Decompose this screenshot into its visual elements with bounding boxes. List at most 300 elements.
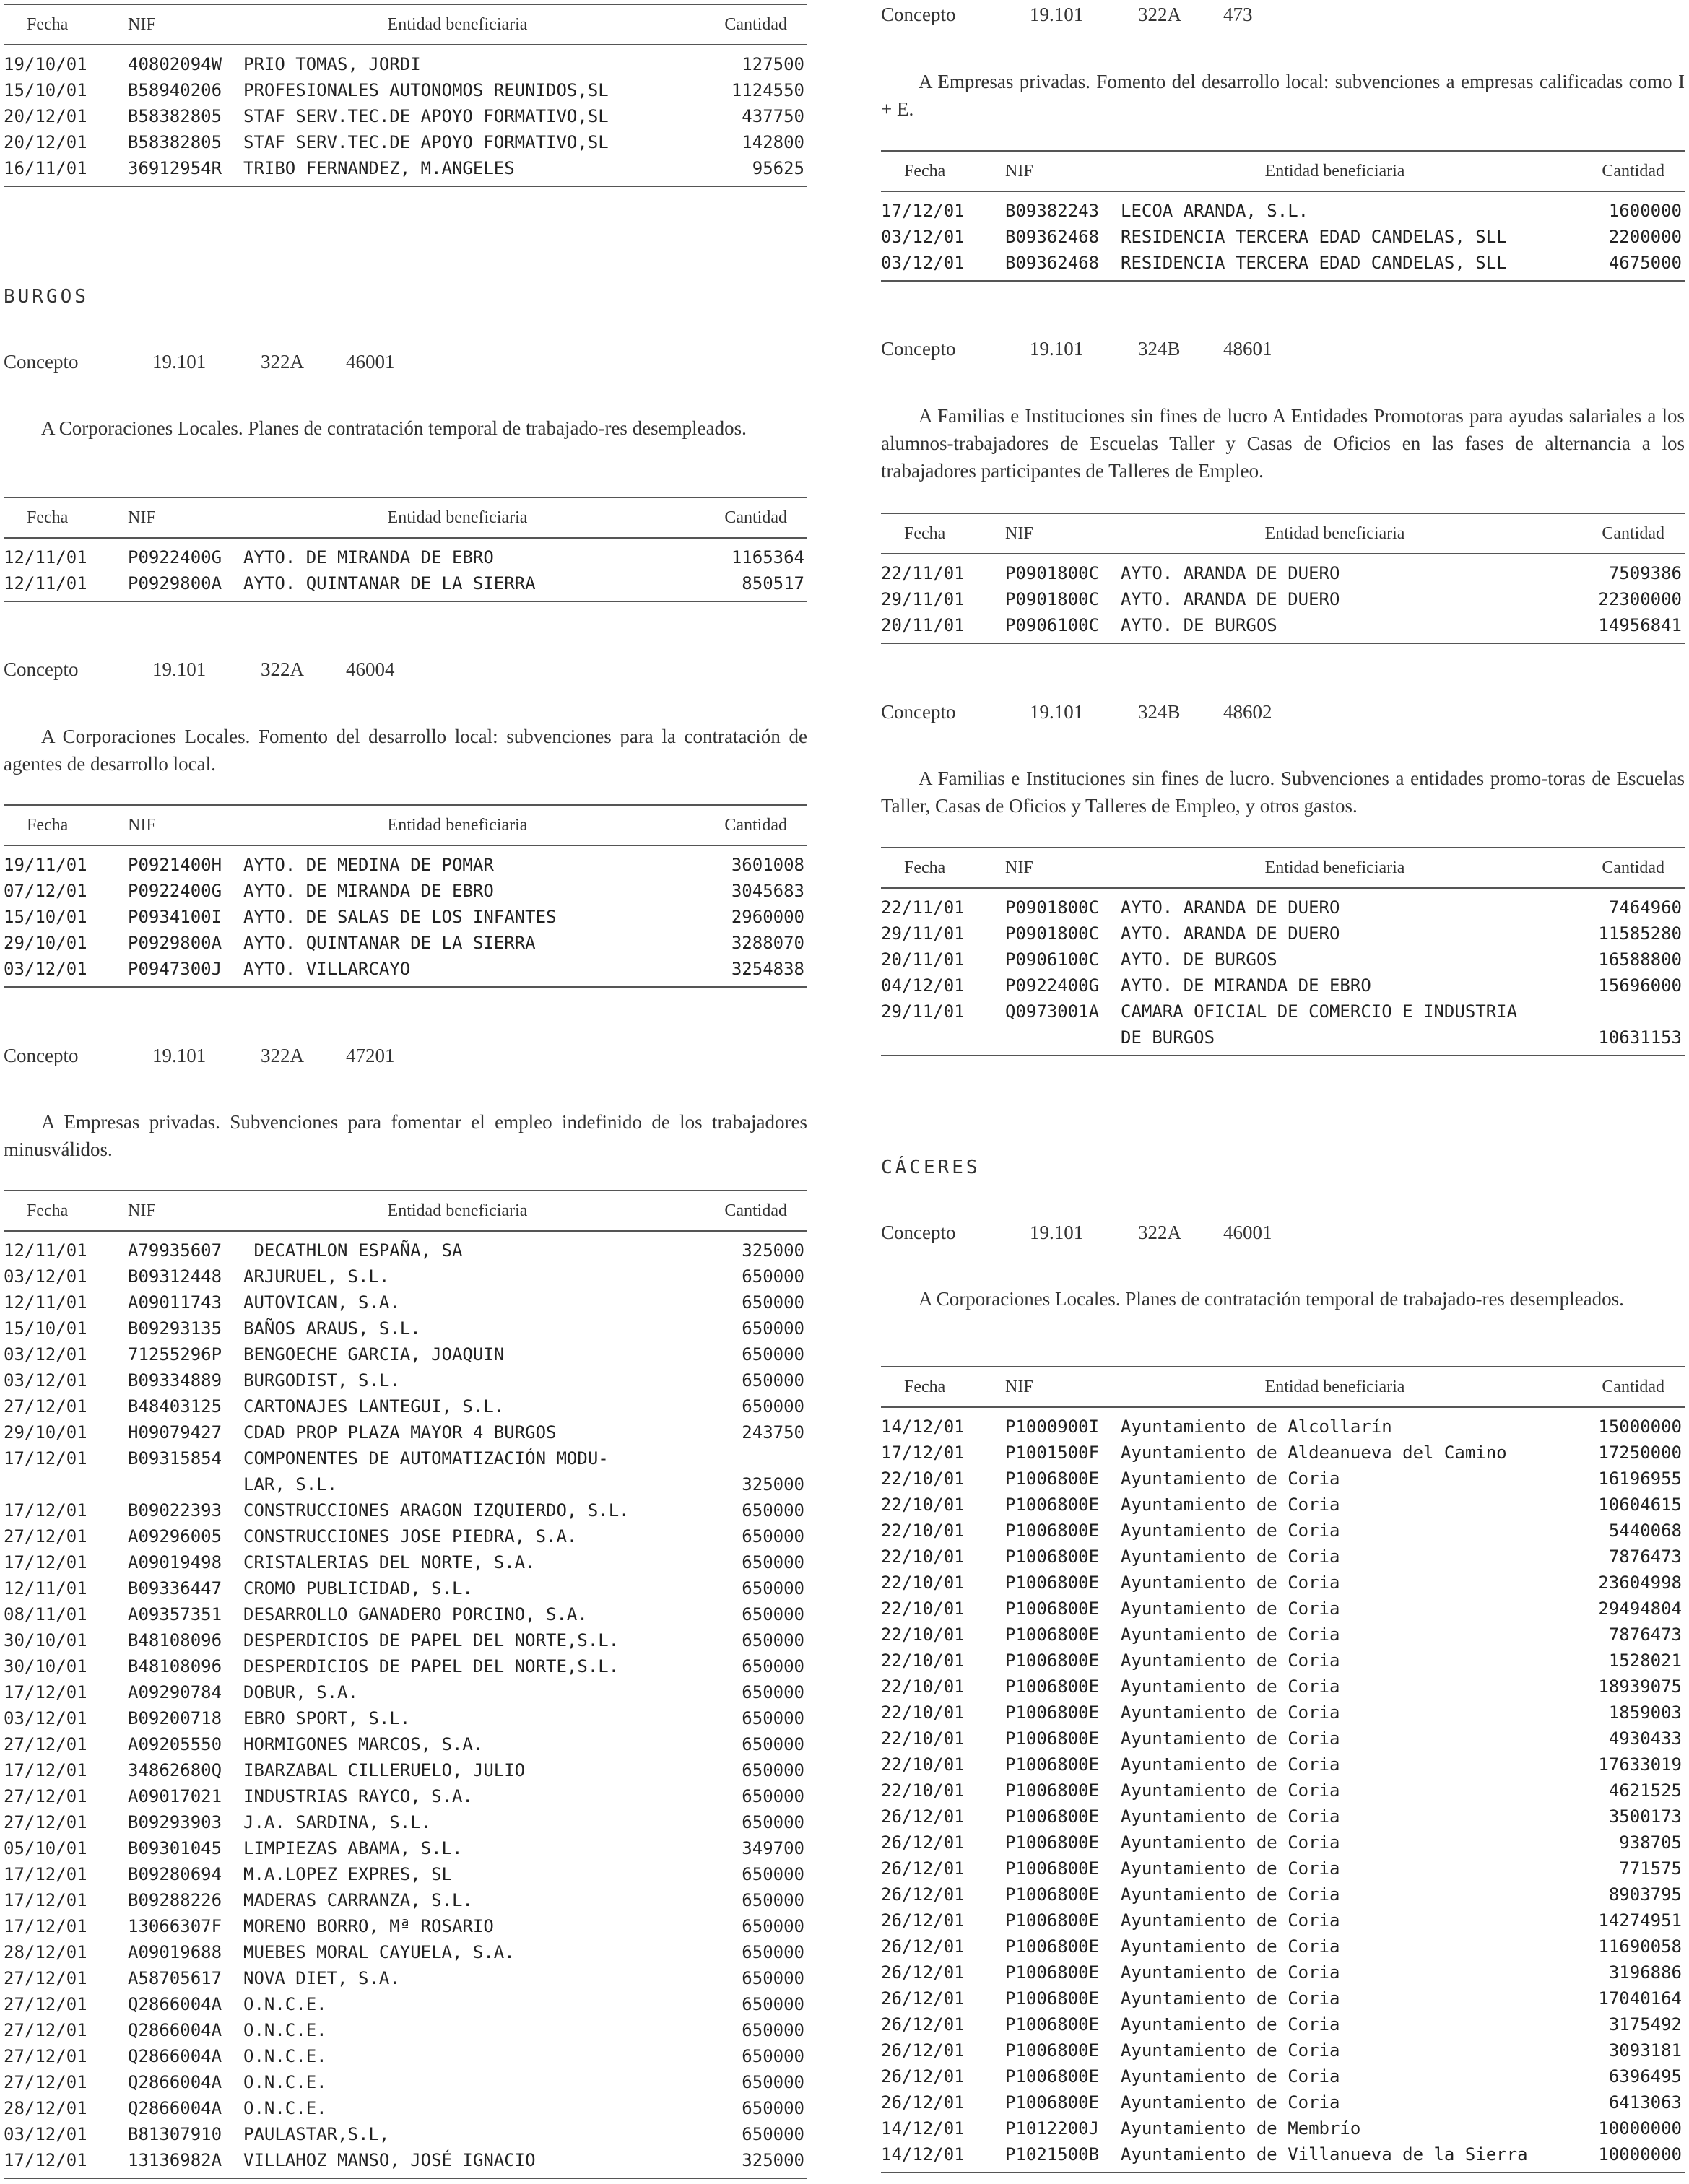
table-row: [4, 1913, 807, 1939]
concepto-item: 48601: [1223, 338, 1272, 360]
concepto-code: 19.101: [152, 658, 207, 680]
nif-cell: 36912954R: [128, 158, 222, 178]
concepto-line: [881, 4, 1685, 26]
date-cell: 27/12/01: [4, 1396, 87, 1417]
table-row: [4, 878, 807, 904]
nif-cell: P1006800E: [1005, 2092, 1100, 2113]
beneficiary-cell: CONSTRUCCIONES JOSE PIEDRA, S.A.: [243, 1526, 578, 1546]
date-cell: 27/12/01: [4, 1786, 87, 1806]
nif-cell: P0906100C: [1005, 615, 1100, 635]
amount-cell: 10631153: [1598, 1027, 1682, 1048]
beneficiary-cell: Ayuntamiento de Coria: [1121, 2040, 1340, 2061]
nif-cell: B09280694: [128, 1864, 222, 1884]
table-row: [4, 1835, 807, 1861]
nif-cell: P0929800A: [128, 933, 222, 953]
concepto-description: A Empresas privadas. Subvenciones para fomentar el empleo indefinido de los trabajadores minusválidos.: [4, 1111, 807, 1160]
amount-cell: 15000000: [1598, 1417, 1682, 1437]
beneficiary-cell: Ayuntamiento de Coria: [1121, 1936, 1340, 1957]
nif-cell: P1006800E: [1005, 1832, 1100, 1853]
table-row: [881, 1700, 1685, 1726]
beneficiary-cell: RESIDENCIA TERCERA EDAD CANDELAS, SLL: [1121, 253, 1507, 273]
nif-cell: P0901800C: [1005, 563, 1100, 583]
amount-cell: 8903795: [1608, 1884, 1682, 1905]
amount-cell: 1600000: [1608, 201, 1682, 221]
nif-cell: B58382805: [128, 132, 222, 152]
beneficiary-cell: O.N.C.E.: [243, 2046, 327, 2066]
nif-cell: A09357351: [128, 1604, 222, 1624]
date-cell: 22/10/01: [881, 1780, 965, 1801]
concepto-label: Concepto: [881, 1222, 956, 1243]
nif-cell: A09019688: [128, 1942, 222, 1962]
beneficiary-cell: Ayuntamiento de Coria: [1121, 1495, 1340, 1515]
table-row: [881, 1648, 1685, 1674]
date-cell: 20/12/01: [4, 106, 87, 126]
date-cell: 20/11/01: [881, 615, 965, 635]
amount-cell: 650000: [742, 2098, 804, 2118]
date-cell: 19/11/01: [4, 855, 87, 875]
column-header-fecha: Fecha: [4, 4, 128, 45]
amount-cell: 650000: [742, 2072, 804, 2092]
amount-cell: 650000: [742, 1578, 804, 1598]
table-row: [881, 888, 1685, 921]
amount-cell: 938705: [1619, 1832, 1682, 1853]
table-row: [881, 250, 1685, 281]
beneficiary-cell: Ayuntamiento de Coria: [1121, 1469, 1340, 1489]
nif-cell: P0901800C: [1005, 897, 1100, 918]
beneficiary-cell: CRISTALERIAS DEL NORTE, S.A.: [243, 1552, 536, 1572]
amount-cell: 650000: [742, 1396, 804, 1417]
nif-cell: P1006800E: [1005, 1495, 1100, 1515]
table-row: [4, 1289, 807, 1315]
beneficiary-cell: NOVA DIET, S.A.: [243, 1968, 400, 1988]
table-row: [4, 1965, 807, 1991]
nif-cell: B09362468: [1005, 227, 1100, 247]
date-cell: 22/10/01: [881, 1702, 965, 1723]
concepto-item: 473: [1223, 4, 1253, 25]
table-row: [881, 1518, 1685, 1544]
grant-table: [881, 1366, 1685, 2173]
beneficiary-cell: PROFESIONALES AUTONOMOS REUNIDOS,SL: [243, 80, 609, 100]
date-cell: 22/10/01: [881, 1546, 965, 1567]
table-row: [881, 2063, 1685, 2089]
table-row: [4, 904, 807, 930]
nif-cell: P0929800A: [128, 573, 222, 593]
beneficiary-cell: RESIDENCIA TERCERA EDAD CANDELAS, SLL: [1121, 227, 1507, 247]
table-header-row: [881, 513, 1685, 554]
table-row: [4, 930, 807, 956]
date-cell: 29/11/01: [881, 589, 965, 609]
amount-cell: 650000: [742, 1994, 804, 2014]
amount-cell: 2960000: [731, 907, 804, 927]
date-cell: 16/11/01: [4, 158, 87, 178]
amount-cell: 6413063: [1608, 2092, 1682, 2113]
nif-cell: Q2866004A: [128, 2098, 222, 2118]
date-cell: 22/10/01: [881, 1495, 965, 1515]
concepto-program: 324B: [1138, 338, 1181, 360]
date-cell: 03/12/01: [4, 2124, 87, 2144]
concepto-item: 48602: [1223, 701, 1272, 723]
table-header-row: [4, 497, 807, 538]
date-cell: 29/10/01: [4, 933, 87, 953]
nif-cell: B81307910: [128, 2124, 222, 2144]
amount-cell: 10000000: [1598, 2118, 1682, 2139]
beneficiary-cell: AYTO. QUINTANAR DE LA SIERRA: [243, 933, 536, 953]
date-cell: 27/12/01: [4, 2020, 87, 2040]
table-row: [881, 1778, 1685, 1804]
beneficiary-cell: Ayuntamiento de Coria: [1121, 1520, 1340, 1541]
column-header-nif: NIF: [128, 4, 243, 45]
concepto-item: 46001: [346, 351, 395, 373]
nif-cell: B09382243: [1005, 201, 1100, 221]
beneficiary-cell: MORENO BORRO, Mª ROSARIO: [243, 1916, 494, 1936]
nif-cell: P1006800E: [1005, 1598, 1100, 1619]
beneficiary-cell: DESPERDICIOS DE PAPEL DEL NORTE,S.L.: [243, 1630, 620, 1650]
nif-cell: P1006800E: [1005, 1936, 1100, 1957]
table-row: [881, 1726, 1685, 1752]
date-cell: 22/10/01: [881, 1572, 965, 1593]
table-row: [881, 586, 1685, 612]
beneficiary-cell: MUEBES MORAL CAYUELA, S.A.: [243, 1942, 515, 1962]
amount-cell: 4621525: [1608, 1780, 1682, 1801]
table-row: [881, 1544, 1685, 1570]
amount-cell: 650000: [742, 1968, 804, 1988]
beneficiary-cell: Ayuntamiento de Coria: [1121, 1806, 1340, 1827]
table-row: [881, 947, 1685, 973]
table-row: [4, 1653, 807, 1679]
nif-cell: B09312448: [128, 1266, 222, 1287]
date-cell: 12/11/01: [4, 1292, 87, 1313]
amount-cell: 127500: [742, 54, 804, 74]
beneficiary-cell: Ayuntamiento de Coria: [1121, 1624, 1340, 1645]
beneficiary-cell: EBRO SPORT, S.L.: [243, 1708, 411, 1728]
date-cell: 26/12/01: [881, 2014, 965, 2035]
table-row: [881, 2115, 1685, 2141]
table-row: [4, 1757, 807, 1783]
amount-cell: 4675000: [1608, 253, 1682, 273]
column-header-nif: NIF: [128, 805, 243, 845]
nif-cell: B48403125: [128, 1396, 222, 1417]
amount-cell: 437750: [742, 106, 804, 126]
concepto-item: 47201: [346, 1045, 395, 1066]
amount-cell: 3288070: [731, 933, 804, 953]
table-row: [881, 1466, 1685, 1492]
table-row: [4, 1809, 807, 1835]
table-header-row: [881, 1367, 1685, 1407]
amount-cell: 3601008: [731, 855, 804, 875]
date-cell: 26/12/01: [881, 1858, 965, 1879]
nif-cell: P1006800E: [1005, 2014, 1100, 2035]
amount-cell: 650000: [742, 1760, 804, 1780]
table-row: [4, 2043, 807, 2069]
date-cell: 20/12/01: [4, 132, 87, 152]
beneficiary-cell: Ayuntamiento de Coria: [1121, 1728, 1340, 1749]
nif-cell: B09315854: [128, 1448, 222, 1469]
amount-cell: 3500173: [1608, 1806, 1682, 1827]
nif-cell: A09205550: [128, 1734, 222, 1754]
table-row: [881, 2141, 1685, 2172]
concepto-description: A Corporaciones Locales. Planes de contratación temporal de trabajado-res desempleados.: [919, 1288, 1624, 1310]
amount-cell: 650000: [742, 1864, 804, 1884]
table-header-row: [4, 1191, 807, 1231]
date-cell: 17/12/01: [4, 1500, 87, 1520]
amount-cell: 650000: [742, 1890, 804, 1910]
amount-cell: 3093181: [1608, 2040, 1682, 2061]
date-cell: 22/10/01: [881, 1650, 965, 1671]
nif-cell: A09296005: [128, 1526, 222, 1546]
beneficiary-cell: Ayuntamiento de Coria: [1121, 1884, 1340, 1905]
concepto-label: Concepto: [881, 4, 956, 25]
nif-cell: P1006800E: [1005, 1676, 1100, 1697]
amount-cell: 17250000: [1598, 1443, 1682, 1463]
province-heading: CÁCERES: [881, 1157, 981, 1178]
nif-cell: B09362468: [1005, 253, 1100, 273]
concepto-program: 324B: [1138, 701, 1181, 723]
amount-cell: 650000: [742, 1266, 804, 1287]
nif-cell: B58382805: [128, 106, 222, 126]
beneficiary-cell: M.A.LOPEZ EXPRES, SL: [243, 1864, 452, 1884]
table-row: [4, 1419, 807, 1445]
date-cell: 26/12/01: [881, 1806, 965, 1827]
beneficiary-cell: O.N.C.E.: [243, 2098, 327, 2118]
table-row: [4, 1731, 807, 1757]
beneficiary-cell: Ayuntamiento de Coria: [1121, 1858, 1340, 1879]
date-cell: 17/12/01: [4, 1916, 87, 1936]
nif-cell: P0901800C: [1005, 923, 1100, 944]
nif-cell: 40802094W: [128, 54, 222, 74]
column-header-cantidad: Cantidad: [1549, 151, 1685, 191]
table-row: [881, 1622, 1685, 1648]
concepto-line: [881, 701, 1685, 723]
concepto-description: A Familias e Instituciones sin fines de lucro. Subvenciones a entidades promo-toras de Escuelas Taller, Casas de Oficios y Talleres de Empleo, y otros gastos.: [881, 767, 1685, 817]
date-cell: 22/10/01: [881, 1624, 965, 1645]
nif-cell: P0922400G: [1005, 975, 1100, 996]
table-row: [881, 1907, 1685, 1933]
nif-cell: P1006800E: [1005, 1988, 1100, 2009]
beneficiary-cell: DOBUR, S.A.: [243, 1682, 358, 1702]
column-header-nif: NIF: [1005, 1367, 1121, 1407]
amount-cell: 7876473: [1608, 1546, 1682, 1567]
beneficiary-cell: O.N.C.E.: [243, 2020, 327, 2040]
amount-cell: 2200000: [1608, 227, 1682, 247]
table-row: [4, 1263, 807, 1289]
date-cell: 26/12/01: [881, 1988, 965, 2009]
date-cell: 22/10/01: [881, 1520, 965, 1541]
amount-cell: 650000: [742, 1786, 804, 1806]
date-cell: 12/11/01: [4, 1578, 87, 1598]
amount-cell: 7464960: [1608, 897, 1682, 918]
amount-cell: 23604998: [1598, 1572, 1682, 1593]
table-row: [4, 2121, 807, 2147]
amount-cell: 650000: [742, 1812, 804, 1832]
table-row: [4, 1679, 807, 1705]
column-header-nif: NIF: [128, 1191, 243, 1231]
nif-cell: P1006800E: [1005, 1962, 1100, 1983]
concepto-program: 322A: [261, 1045, 304, 1066]
nif-cell: P1006800E: [1005, 1754, 1100, 1775]
nif-cell: B09200718: [128, 1708, 222, 1728]
nif-cell: P1006800E: [1005, 1469, 1100, 1489]
beneficiary-cell: Ayuntamiento de Coria: [1121, 1702, 1340, 1723]
beneficiary-cell: PAULASTAR,S.L,: [243, 2124, 390, 2144]
date-cell: 26/12/01: [881, 2040, 965, 2061]
date-cell: 03/12/01: [4, 1344, 87, 1365]
amount-cell: 1165364: [731, 547, 804, 567]
amount-cell: 16588800: [1598, 949, 1682, 970]
date-cell: 15/10/01: [4, 907, 87, 927]
table-row: [881, 191, 1685, 224]
beneficiary-cell: CAMARA OFICIAL DE COMERCIO E INDUSTRIA DE BURGOS: [1121, 1001, 1518, 1048]
grant-table: [4, 1190, 807, 2179]
amount-cell: 17633019: [1598, 1754, 1682, 1775]
date-cell: 12/11/01: [4, 1240, 87, 1261]
nif-cell: B09334889: [128, 1370, 222, 1391]
table-row: [881, 2089, 1685, 2115]
amount-cell: 650000: [742, 1916, 804, 1936]
table-row: [4, 956, 807, 987]
concepto-label: Concepto: [4, 658, 79, 680]
date-cell: 29/11/01: [881, 923, 965, 944]
date-cell: 26/12/01: [881, 1884, 965, 1905]
concepto-program: 322A: [261, 351, 304, 373]
beneficiary-cell: Ayuntamiento de Coria: [1121, 1598, 1340, 1619]
table-row: [881, 1830, 1685, 1855]
table-header-row: [881, 848, 1685, 888]
concepto-line: [881, 1222, 1685, 1244]
date-cell: 15/10/01: [4, 80, 87, 100]
beneficiary-cell: Ayuntamiento de Coria: [1121, 2014, 1340, 2035]
concepto-description: A Familias e Instituciones sin fines de lucro A Entidades Promotoras para ayudas salariales a los alumnos-trabajadores de Escuelas Taller y Casas de Oficios en las fases de alternancia a los trabajadores participantes de Talleres de Empleo.: [881, 405, 1685, 482]
nif-cell: B09022393: [128, 1500, 222, 1520]
grant-table: [4, 4, 807, 187]
nif-cell: P1006800E: [1005, 2066, 1100, 2087]
beneficiary-cell: Ayuntamiento de Coria: [1121, 1676, 1340, 1697]
table-row: [881, 1492, 1685, 1518]
table-row: [881, 999, 1685, 1056]
beneficiary-cell: J.A. SARDINA, S.L.: [243, 1812, 432, 1832]
nif-cell: Q2866004A: [128, 2020, 222, 2040]
column-header-fecha: Fecha: [4, 497, 128, 538]
beneficiary-cell: Ayuntamiento de Membrío: [1121, 2118, 1361, 2139]
beneficiary-cell: CONSTRUCCIONES ARAGON IZQUIERDO, S.L.: [243, 1500, 630, 1520]
table-row: [4, 845, 807, 878]
date-cell: 28/12/01: [4, 1942, 87, 1962]
amount-cell: 650000: [742, 1318, 804, 1339]
nif-cell: P1021500B: [1005, 2144, 1100, 2165]
date-cell: 15/10/01: [4, 1318, 87, 1339]
table-row: [4, 155, 807, 186]
column-header-entidad: Entidad beneficiaria: [1121, 513, 1549, 554]
date-cell: 05/10/01: [4, 1838, 87, 1858]
amount-cell: 14274951: [1598, 1910, 1682, 1931]
date-cell: 22/10/01: [881, 1598, 965, 1619]
amount-cell: 10604615: [1598, 1495, 1682, 1515]
date-cell: 14/12/01: [881, 2144, 965, 2165]
table-row: [881, 554, 1685, 586]
nif-cell: A09017021: [128, 1786, 222, 1806]
table-row: [881, 973, 1685, 999]
table-row: [4, 1705, 807, 1731]
table-row: [881, 2011, 1685, 2037]
nif-cell: P0921400H: [128, 855, 222, 875]
amount-cell: 15696000: [1598, 975, 1682, 996]
beneficiary-cell: STAF SERV.TEC.DE APOYO FORMATIVO,SL: [243, 132, 609, 152]
amount-cell: 142800: [742, 132, 804, 152]
nif-cell: P1001500F: [1005, 1443, 1100, 1463]
column-header-fecha: Fecha: [881, 848, 1005, 888]
table-header-row: [881, 151, 1685, 191]
grant-table: [881, 513, 1685, 644]
beneficiary-cell: BURGODIST, S.L.: [243, 1370, 400, 1391]
date-cell: 22/10/01: [881, 1728, 965, 1749]
beneficiary-cell: O.N.C.E.: [243, 2072, 327, 2092]
nif-cell: P1006800E: [1005, 1728, 1100, 1749]
date-cell: 03/12/01: [881, 253, 965, 273]
concepto-label: Concepto: [881, 701, 956, 723]
column-header-entidad: Entidad beneficiaria: [243, 1191, 672, 1231]
province-heading: BURGOS: [4, 286, 89, 308]
nif-cell: A58705617: [128, 1968, 222, 1988]
amount-cell: 650000: [742, 1734, 804, 1754]
amount-cell: 650000: [742, 1942, 804, 1962]
table-row: [4, 2095, 807, 2121]
nif-cell: P1006800E: [1005, 1624, 1100, 1645]
beneficiary-cell: DESPERDICIOS DE PAPEL DEL NORTE,S.L.: [243, 1656, 620, 1676]
amount-cell: 16196955: [1598, 1469, 1682, 1489]
date-cell: 03/12/01: [4, 1370, 87, 1391]
nif-cell: B09336447: [128, 1578, 222, 1598]
nif-cell: B58940206: [128, 80, 222, 100]
table-row: [4, 45, 807, 77]
concepto-program: 322A: [1138, 1222, 1181, 1243]
date-cell: 17/12/01: [4, 1552, 87, 1572]
amount-cell: 650000: [742, 2020, 804, 2040]
date-cell: 27/12/01: [4, 1526, 87, 1546]
table-row: [4, 1549, 807, 1575]
nif-cell: P1000900I: [1005, 1417, 1100, 1437]
nif-cell: 71255296P: [128, 1344, 222, 1365]
amount-cell: 18939075: [1598, 1676, 1682, 1697]
beneficiary-cell: INDUSTRIAS RAYCO, S.A.: [243, 1786, 473, 1806]
beneficiary-cell: ARJURUEL, S.L.: [243, 1266, 390, 1287]
date-cell: 27/12/01: [4, 1994, 87, 2014]
amount-cell: 3196886: [1608, 1962, 1682, 1983]
column-header-cantidad: Cantidad: [672, 805, 807, 845]
amount-cell: 4930433: [1608, 1728, 1682, 1749]
table-row: [881, 1407, 1685, 1440]
amount-cell: 6396495: [1608, 2066, 1682, 2087]
date-cell: 29/11/01: [881, 1001, 965, 1022]
beneficiary-cell: Ayuntamiento de Coria: [1121, 1962, 1340, 1983]
nif-cell: B48108096: [128, 1656, 222, 1676]
date-cell: 17/12/01: [4, 1682, 87, 1702]
amount-cell: 5440068: [1608, 1520, 1682, 1541]
nif-cell: P1006800E: [1005, 1910, 1100, 1931]
beneficiary-cell: AYTO. ARANDA DE DUERO: [1121, 923, 1340, 944]
table-row: [4, 103, 807, 129]
column-header-entidad: Entidad beneficiaria: [1121, 151, 1549, 191]
amount-cell: 325000: [742, 2150, 804, 2170]
table-row: [881, 224, 1685, 250]
column-header-entidad: Entidad beneficiaria: [1121, 848, 1549, 888]
nif-cell: P0922400G: [128, 547, 222, 567]
table-row: [881, 1752, 1685, 1778]
table-row: [4, 1445, 807, 1497]
table-row: [4, 1783, 807, 1809]
nif-cell: Q2866004A: [128, 1994, 222, 2014]
column-header-fecha: Fecha: [881, 513, 1005, 554]
date-cell: 07/12/01: [4, 881, 87, 901]
nif-cell: P1006800E: [1005, 1520, 1100, 1541]
